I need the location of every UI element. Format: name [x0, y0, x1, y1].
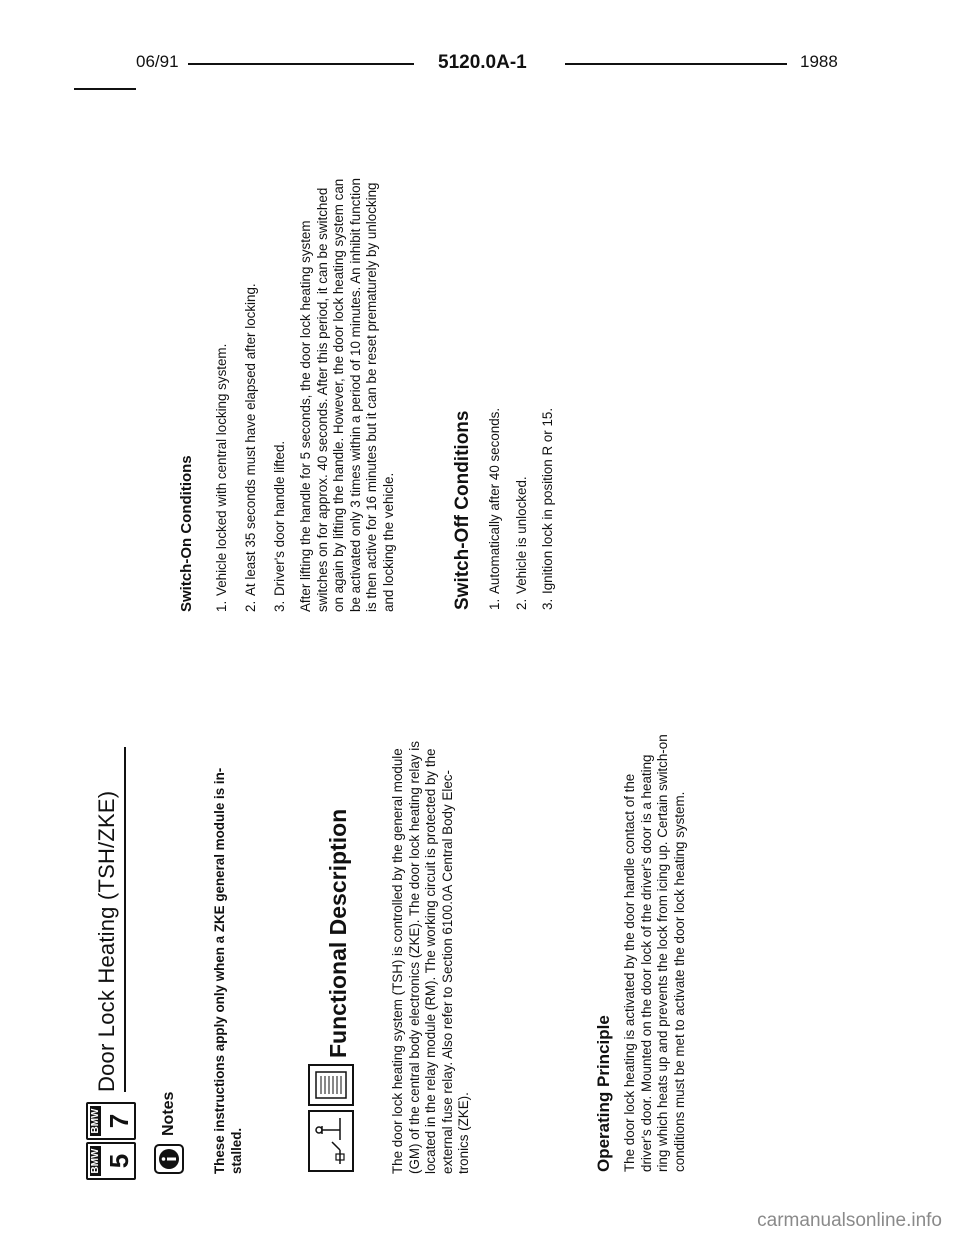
- operating-principle-text: The door lock heating is activated by the door handle contact of the driver's door. Mounted on the door lock of the driver's door is a heating ring which heats up and prevents the lock from icing up. Certain switch-on conditions must be met to activate the door lock heating system.: [622, 734, 687, 1172]
- notes-text: These instructions apply only when a ZKE general module is in- stalled.: [212, 767, 244, 1174]
- switch-on-item: 2.At least 35 seconds must have elapsed after locking.: [243, 283, 258, 612]
- manual-book-icon: [308, 1064, 354, 1106]
- switch-off-item: 3.Ignition lock in position R or 15.: [540, 407, 555, 610]
- switch-on-item: 1.Vehicle locked with central locking system.: [214, 343, 229, 612]
- badge-series: 7: [104, 1113, 134, 1129]
- switch-on-heading: Switch-On Conditions: [178, 455, 195, 612]
- margin-rule: [74, 88, 136, 90]
- badge-series: 5: [104, 1153, 134, 1169]
- switch-off-item: 1.Automatically after 40 seconds.: [487, 407, 502, 610]
- header-section-code: 5120.0A-1: [438, 52, 527, 73]
- switch-on-item: 3.Driver's door handle lifted.: [272, 440, 287, 612]
- header-date: 06/91: [136, 52, 179, 71]
- header-year: 1988: [800, 52, 838, 71]
- series-badge-5: [86, 1142, 136, 1180]
- page-title: Door Lock Heating (TSH/ZKE): [94, 790, 119, 1092]
- circuit-diagram-icon: [308, 1110, 354, 1172]
- badge-brand: BMW: [90, 1146, 101, 1176]
- info-icon: [154, 1144, 184, 1174]
- operating-principle-heading: Operating Principle: [594, 1015, 613, 1172]
- header-rule-left: [188, 63, 414, 65]
- switch-off-heading: Switch-Off Conditions: [452, 410, 473, 610]
- functional-description-heading: Functional Description: [325, 808, 351, 1058]
- rotated-page: [80, 80, 800, 1180]
- switch-on-description: After lifting the handle for 5 seconds, the door lock heating system switches on for approx. 40 seconds. After this period, it can be switched on again by lifting the handle. However, the door lock heating system can be activated only 3 times within a period of 10 minutes. An inhibit function is then active for 16 minutes but it can be reset prematurely by unlocking and locking the vehicle.: [298, 178, 396, 612]
- notes-heading: Notes: [160, 1091, 177, 1136]
- watermark[interactable]: carmanualsonline.info: [757, 1210, 942, 1231]
- switch-off-item: 2.Vehicle is unlocked.: [514, 476, 529, 610]
- functional-description-text: The door lock heating system (TSH) is controlled by the general module (GM) of the central body electronics (ZKE). The door lock heating relay is located in the relay module (RM). The working circuit is protected by the external fuse relay. Also refer to Section 6100.0A Central Body Elec- tronics (ZKE).: [390, 741, 471, 1174]
- title-rule: [124, 747, 126, 1092]
- badge-brand: BMW: [90, 1106, 101, 1136]
- series-badge-7: [86, 1102, 136, 1140]
- header-rule-right: [565, 63, 787, 65]
